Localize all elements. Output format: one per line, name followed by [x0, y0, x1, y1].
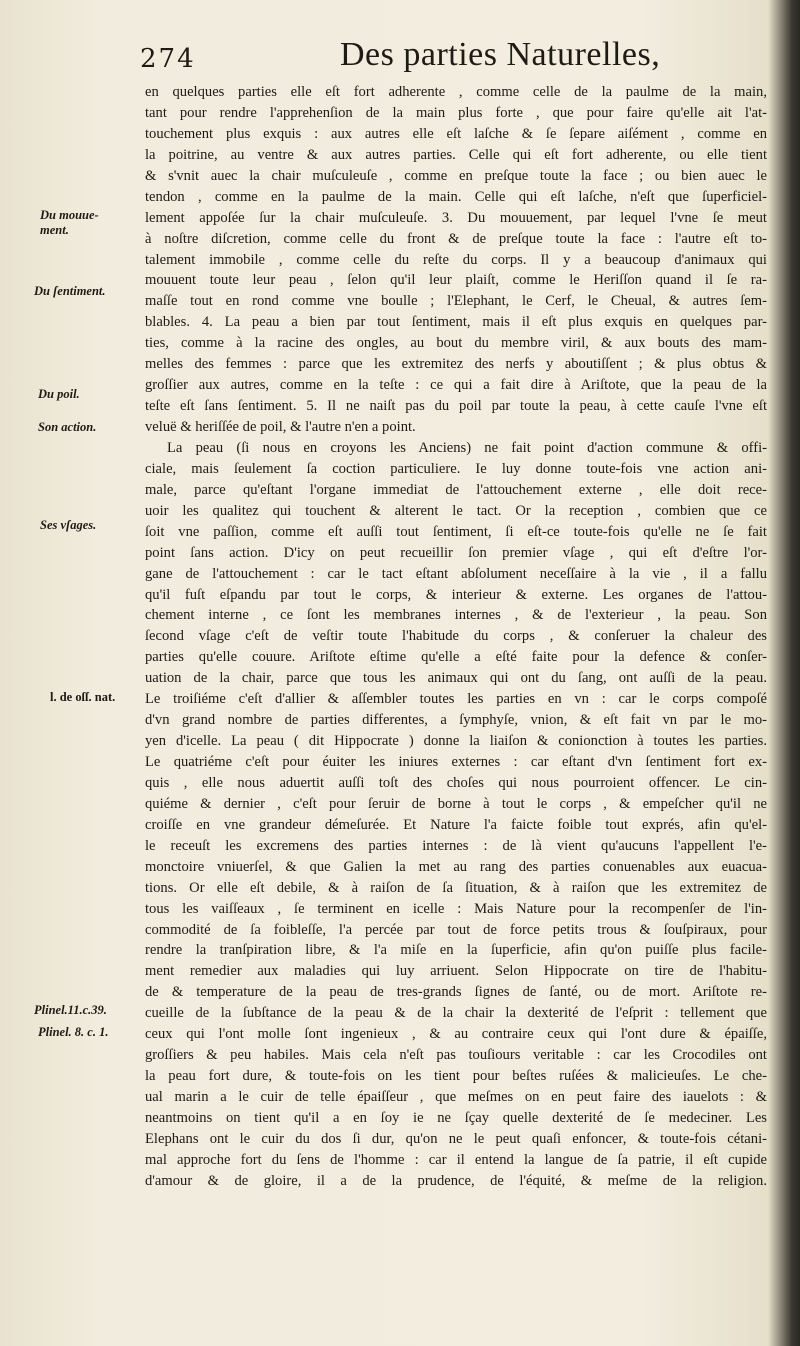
- text-line: tant pour rendre l'apprehenſion de la main plus forte , que pour faire qu'elle ait l'at-: [145, 104, 767, 121]
- margin-note-mouuement-1: Du mouue-: [40, 208, 99, 222]
- margin-note-poil: Du poil.: [38, 387, 80, 401]
- text-line: Elephans ont le cuir du dos ſi dur, qu'on ne le peut quaſi enfoncer, & toute-fois cétani-: [145, 1130, 767, 1147]
- text-line: ciale, mais ſeulement ſa coction particuliere. Ie luy donne toute-fois vne action ani-: [145, 460, 767, 477]
- text-line: qu'il fuſt eſpandu par tout le corps, & interieur & externe. Les organes de l'attou-: [145, 586, 767, 603]
- text-line: maſſe tout en rond comme vne boulle ; l'Elephant, le Cerf, le Cheual, & autres ſem-: [145, 293, 767, 310]
- text-line: quis , elle nous aduertit auſſi toſt des choſes qui nous pourroient offencer. Le cin-: [145, 774, 767, 791]
- text-line: commodité de ſa foibleſſe, l'a percée par tout de force petits trous & ſouſpiraux, pour: [145, 921, 767, 938]
- margin-note-pline-8: Plinel. 8. c. 1.: [38, 1025, 109, 1039]
- text-line: & s'vnit auec la chair muſculeuſe , comme en preſque toute la face ; ou bien auec le: [145, 167, 767, 184]
- text-line: uation de la chair, parce que tous les animaux qui ont du ſang, ont auſſi de la peau.: [145, 670, 767, 687]
- text-line: ment remedier aux maladies qui luy arriuent. Selon Hippocrate on tire de l'habitu-: [145, 963, 767, 980]
- body-text: [145, 82, 767, 1192]
- text-line: veluë & heriſſée de poil, & l'autre n'en a point.: [145, 419, 416, 435]
- text-line: tendon , comme en la paulme de la main. Celle qui eſt laſche, n'eſt que ſuperficiel-: [145, 188, 767, 205]
- text-line: ties, comme à la racine des ongles, au bout du membre viril, & aux bouts des mam-: [145, 335, 767, 352]
- text-line: en quelques parties elle eſt fort adherente , comme celle de la paulme de la main,: [145, 84, 767, 100]
- text-line: chement interne , ce ſont les membranes internes , & de l'exterieur , la peau. Son: [145, 607, 767, 624]
- text-line: tous les vaiſſeaux , ſe terminent en icelle : Mais Nature pour la recompenſer de l'in-: [145, 900, 767, 917]
- text-line: mal approche fort du ſens de l'homme : car il entend la langue de ſa patrie, il eſt cupide: [145, 1151, 767, 1168]
- text-line: groſſier aux autres, comme en la teſte : ce qui a fait dire à Ariſtote, que la peau de la: [145, 377, 767, 394]
- text-line: de & temperature de la peau de tres-grands ſignes de ſanté, ou de mort. Ariſtote re-: [145, 984, 767, 1001]
- text-line: monctoire vniuerſel, & que Galien la met au rang des parties conuenables aux euacua-: [145, 858, 767, 875]
- page-number: 274: [140, 44, 196, 74]
- text-line: yen d'icelle. La peau ( dit Hippocrate ) donne la liaiſon & conionction à toutes les parties.: [145, 733, 767, 750]
- text-line: parties qu'elle couure. Ariſtote eſtime qu'elle a eſté faite pour la defence & conſer-: [145, 649, 767, 666]
- text-line: point ſans action. D'icy on peut recueillir ſon premier vſage , qui eſt d'eſtre l'or-: [145, 544, 767, 561]
- text-line: d'vn grand nombre de parties differentes, a ſymphyſe, vnion, & eſt fait vn par le mo-: [145, 712, 767, 729]
- text-line: ceux qui l'ont molle ſont ingenieux , & au contraire ceux qui l'ont dure & épaiſſe,: [145, 1026, 767, 1043]
- text-line: male, parce qu'eſtant l'organe immediat de l'attouchement externe , elle doit rece-: [145, 481, 767, 498]
- text-line: groſſiers & peu habiles. Mais cela n'eſt pas touſiours veritable : car les Crocodiles ont: [145, 1047, 767, 1064]
- text-line: d'amour & de gloire, il a de la prudence, de l'équité, & meſme de la religion.: [145, 1172, 767, 1189]
- text-line: teſte eſt ſans ſentiment. 5. Il ne naiſt pas du poil par toute la peau, à cette cauſe l'vne eſt: [145, 398, 767, 415]
- text-line: talement immobile , comme celle du reſte du corps. Il y a beaucoup d'animaux qui: [145, 251, 767, 268]
- text-line: Le quatriéme c'eſt pour éuiter les iniures externes : car eſtant d'vn ſentiment fort ex-: [145, 754, 767, 770]
- text-line: croiſſe en vne grandeur démeſurée. Et Nature l'a faicte foible tout exprés, afin qu'el-: [145, 816, 767, 833]
- text-line: blables. 4. La peau a bien par tout ſentiment, mais il eſt plus exquis en quelques par-: [145, 314, 767, 331]
- text-line: neantmoins on tient qu'il a en ſoy ie ne ſçay quelle dexterité de ſe medeciner. Les: [145, 1109, 767, 1126]
- text-line: ſecond vſage c'eſt de veſtir toute l'habitude du corps , & conſeruer la chaleur des: [145, 628, 767, 645]
- text-line: Le troiſiéme c'eſt d'allier & aſſembler toutes les parties en vn : car le corps compoſé: [145, 691, 767, 708]
- text-line: gane de l'attouchement : car le tact eſtant abſolument neceſſaire à la vie , il a fallu: [145, 565, 767, 582]
- text-line: melles des femmes : parce que les extremitez des nerfs y aboutiſſent ; & plus obtus &: [145, 356, 767, 373]
- text-line: cueille de la ſubſtance de la peau & de la chair la dexterité de l'eſprit : tellement que: [145, 1005, 767, 1022]
- text-line: lement appoſée ſur la chair muſculeuſe. 3. Du mouuement, par lequel l'vne ſe meut: [145, 209, 767, 226]
- margin-notes: [0, 0, 140, 1346]
- text-line: la poitrine, au ventre & aux autres parties. Celle qui eſt fort adherente, ou elle tient: [145, 146, 767, 163]
- text-line: à noſtre diſcretion, comme celle du front & de preſque toute la face : l'autre eſt to-: [145, 230, 767, 247]
- text-line: ual marin a le cuir de telle épaiſſeur , que meſmes on en peut faire des iauelots : &: [145, 1089, 767, 1105]
- text-line: le receuſt les excremens des parties internes : de là vient qu'aucuns l'appellent l'e-: [145, 837, 767, 854]
- margin-note-action: Son action.: [38, 420, 97, 434]
- text-line: rendre la tranſpiration libre, & l'a miſe en la ſuperficie, afin qu'on puiſſe plus facile-: [145, 942, 767, 959]
- margin-note-de-oss-nat: l. de oſſ. nat.: [50, 690, 116, 704]
- text-line: quiéme & dernier , c'eſt pour ſeruir de borne à tout le corps , & empeſcher qu'il ne: [145, 795, 767, 812]
- running-title: Des parties Naturelles,: [340, 36, 661, 73]
- text-line: mouuent toute leur peau , ſelon qu'il leur plaiſt, comme le Heriſſon quand il ſe ra-: [145, 272, 767, 289]
- margin-note-sentiment: Du ſentiment.: [34, 284, 106, 298]
- text-line: La peau (ſi nous en croyons les Anciens) ne fait point d'action commune & offi-: [167, 439, 767, 456]
- margin-note-vsages: Ses vſages.: [40, 518, 97, 532]
- margin-note-pline-11: Plinel.11.c.39.: [34, 1003, 107, 1017]
- text-line: touchement plus exquis : aux autres elle eſt laſche & ſe ſepare aiſément , comme en: [145, 125, 767, 142]
- text-line: ſoit vne paſſion, comme eſt auſſi tout ſentiment, ſi eſt-ce toute-fois qu'elle ne ſe fait: [145, 523, 767, 540]
- margin-note-mouuement-2: ment.: [40, 223, 69, 237]
- text-line: uoir les qualitez qui touchent & alterent le tact. Or la reception , combien que ce: [145, 502, 767, 519]
- text-line: la peau fort dure, & toute-fois on les tient pour beſtes ruſées & malicieuſes. Le che-: [145, 1068, 767, 1085]
- text-line: tions. Or elle eſt debile, & à raiſon de ſa ſituation, & à raiſon que les extremitez de: [145, 879, 767, 896]
- page-header: [140, 36, 780, 76]
